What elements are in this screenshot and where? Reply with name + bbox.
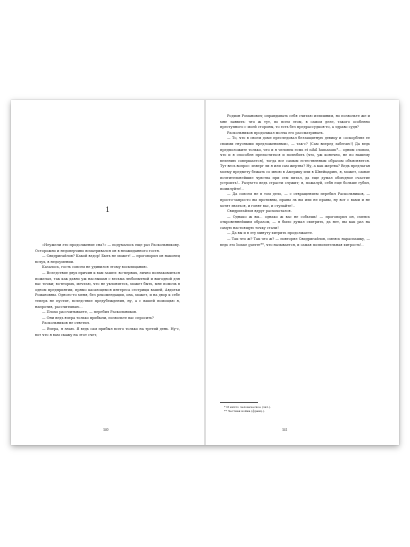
chapter-number: 1 [105,204,110,214]
paragraph: — Да вы и в эту минуту хитрить продолжаете. [227,231,314,236]
paragraph: Раскольников не ответил. [42,321,91,326]
paragraph: — Они ведь вчера только прибыли, позвольте вас спросить? [42,315,154,320]
right-page-text [220,114,370,248]
paragraph: — Однако ж вы... однако ж вас не собьешь! — проговорил он, смеясь откровеннейшим образом, — я было думал схитрить, да нет, вы как раз на самую настоящую точку стали! [220,214,370,230]
paragraph: — Плохо рассчитываете, — перебил Раскольников. [42,310,138,315]
footnote-rule [220,402,258,403]
footnote: ** Честная война (франц.). [224,409,265,414]
paragraph: «Неужели это продолжение сна?» — подумалось еще раз Раскольникову. Осторожно и недоверчиво всматривался он в неожиданного гостя. [35,243,180,253]
paragraph: Свидригайлов вдруг расхохотался. [227,209,292,214]
page-number-left: 340 [103,428,109,432]
paragraph: — Вчера, я знаю. Я ведь сам прибыл всего только на третий день. Ну-с, вот что я вам скажу на этот счет, [35,326,180,337]
page-number-right: 341 [282,428,288,432]
paragraph: — Вследствие двух причин к вам зашел: во-первых, лично познакомиться пожелал, так как давно уж наслышан с весьма любопытной и выгодной для вас точки; во-вторых, мечтаю, что не уклонитесь, может быть, мне помочь в одном предприятии, прямо касающемся интереса сестрицы вашей, Авдотьи Романовны. Одного-то меня, без рекомендации, она, может, и на двор к себе теперь не пустит, вследствие предубеждения, ну, а с вашей помощью я, напротив, рассчитываю... [35,270,180,309]
paragraph: Казалось, гость совсем не удивился этому восклицанию. [42,265,148,270]
footnote: * И ничто человеческое (лат.). [224,405,272,409]
book-spread [11,100,399,445]
paragraph: — Так что ж? Так что ж? — повторял Свидригайлов, смеясь нараспашку, — ведь это bonne guerre**, что называется, и самая позволительная хитрость!.. [220,237,370,247]
paragraph: Родион Романович; оправдывать себя считаю излишним, но позвольте же и мне заявить: что ж тут, во всем этом, в самом деле, такого особенно преступного с моей стороны, то есть без предрассудков-то, а здраво судя? [220,114,370,130]
footnotes [220,405,370,414]
right-page [206,100,399,445]
paragraph: — Да совсем не в том дело, — с отвращением перебил Раскольников, — просто-запросто вы противны, правы ль вы или не правы, ну вот с вами и не хотят знаться, и гонят вас, и ступайте!.. [220,192,370,208]
paragraph: Раскольников продолжал молча его рассматривать. [227,130,324,135]
paragraph: — То, что в своем доме преследовал беззащитную девицу и «оскорблял ее своими гнусными предложениями», — так-с? (Сам вперед забегаю!) Да ведь предположите только, что и я человек есмь et nihil humanum*... одним словом, что и я способен прельститься и полюбить (что, уж конечно, не по нашему велению совершается), тогда все самым естественным образом объясняется. Тут весь вопрос: изверг ли я или сам жертва? Ну, а как жертва? Ведь предлагая моему предмету бежать со мною в Америку или в Швейцарию, я, может, самые почтительнейшие чувства при сем питал, да еще думал обоюдное счастие устроить!.. Разум-то ведь страсти служит; я, пожалуй, себя еще больше губил, помилуйте!.. [220,136,371,191]
left-page-text [35,243,180,338]
left-page [11,100,204,445]
paragraph: — Свидригайлов? Какой вздор! Быть не может! — проговорил он наконец вслух, в недоумении. [35,254,180,264]
